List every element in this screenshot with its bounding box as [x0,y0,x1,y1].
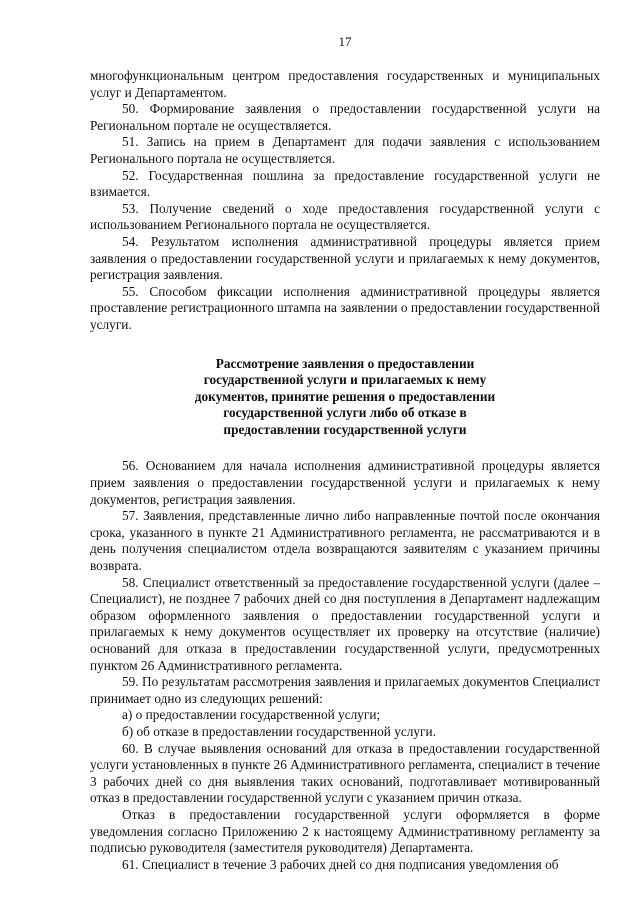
paragraph-p60: 60. В случае выявления оснований для отказа в предоставлении государственной услуги установленных в пункте 26 Административного регламента, специалист в течение 3 рабочих дней со дня выявления таких оснований, подготавливает мотивированный отказ в предоставлении государственной услуги с указанием причин отказа. [90,740,600,806]
paragraph-p-cont: многофункциональным центром предоставления государственных и муниципальных услуг и Департаментом. [90,68,600,100]
paragraph-p59: 59. По результатам рассмотрения заявления и прилагаемых документов Специалист принимает одно из следующих решений: [90,674,600,706]
paragraph-p54: 54. Результатом исполнения административной процедуры является прием заявления о предоставлении государственной услуги и прилагаемых к нему документов, регистрация заявления. [90,233,600,283]
paragraph-p61: 61. Специалист в течение 3 рабочих дней со дня подписания уведомления об [122,856,559,872]
heading-line: государственной услуги и прилагаемых к нему [203,372,487,388]
heading-line: Рассмотрение заявления о предоставлении [215,355,475,371]
section-heading [90,356,600,439]
paragraphs-top [90,68,600,334]
paragraph-p51: 51. Запись на прием в Департамент для подачи заявления с использованием Регионального портала не осуществляется. [90,134,600,166]
paragraph-p53: 53. Получение сведений о ходе предоставления государственной услуги с использованием Регионального портала не осуществляется. [90,200,600,233]
paragraph-p52: 52. Государственная пошлина за предоставление государственной услуги не взимается. [90,167,600,200]
paragraphs-bottom [90,458,600,873]
heading-line: государственной услуги либо об отказе в [223,405,467,421]
paragraph-p59b: б) об отказе в предоставлении государственной услуги. [122,723,436,739]
heading-line: документов, принятие решения о предоставлении [194,388,496,404]
paragraph-p56: 56. Основанием для начала исполнения административной процедуры является прием заявления о предоставлении государственной услуги и прилагаемых к нему документов, регистрация заявления. [90,458,600,507]
paragraph-p59a: а) о предоставлении государственной услуги; [122,707,381,723]
paragraph-p55: 55. Способом фиксации исполнения административной процедуры является проставление регистрационного штампа на заявлении о предоставлении государственной услуги. [90,283,600,332]
paragraph-p58: 58. Специалист ответственный за предоставление государственной услуги (далее – Специалист), не позднее 7 рабочих дней со дня поступления в Департамент надлежащим образом оформленного заявления о предоставлении государственной услуги и прилагаемых к нему документов осуществляет их проверку на отсутствие (наличие) оснований для отказа в предоставлении государственной услуги, предусмотренных пунктом 26 Административного регламента. [90,574,600,673]
paragraph-p57: 57. Заявления, представленные лично либо направленные почтой после окончания срока, указанного в пункте 21 Административного регламента, не рассматриваются и в день получения специалистом отдела возвращаются заявителям с указанием причины возврата. [90,508,600,574]
paragraph-p60b: Отказ в предоставлении государственной услуги оформляется в форме уведомления согласно Приложению 2 к настоящему Административному регламенту за подписью руководителя (заместителя руководителя) Департамента. [90,806,600,856]
page-number: 17 [338,34,352,49]
heading-line: предоставлении государственной услуги [223,421,467,437]
paragraph-p50: 50. Формирование заявления о предоставлении государственной услуги на Региональном портале не осуществляется. [90,101,600,133]
